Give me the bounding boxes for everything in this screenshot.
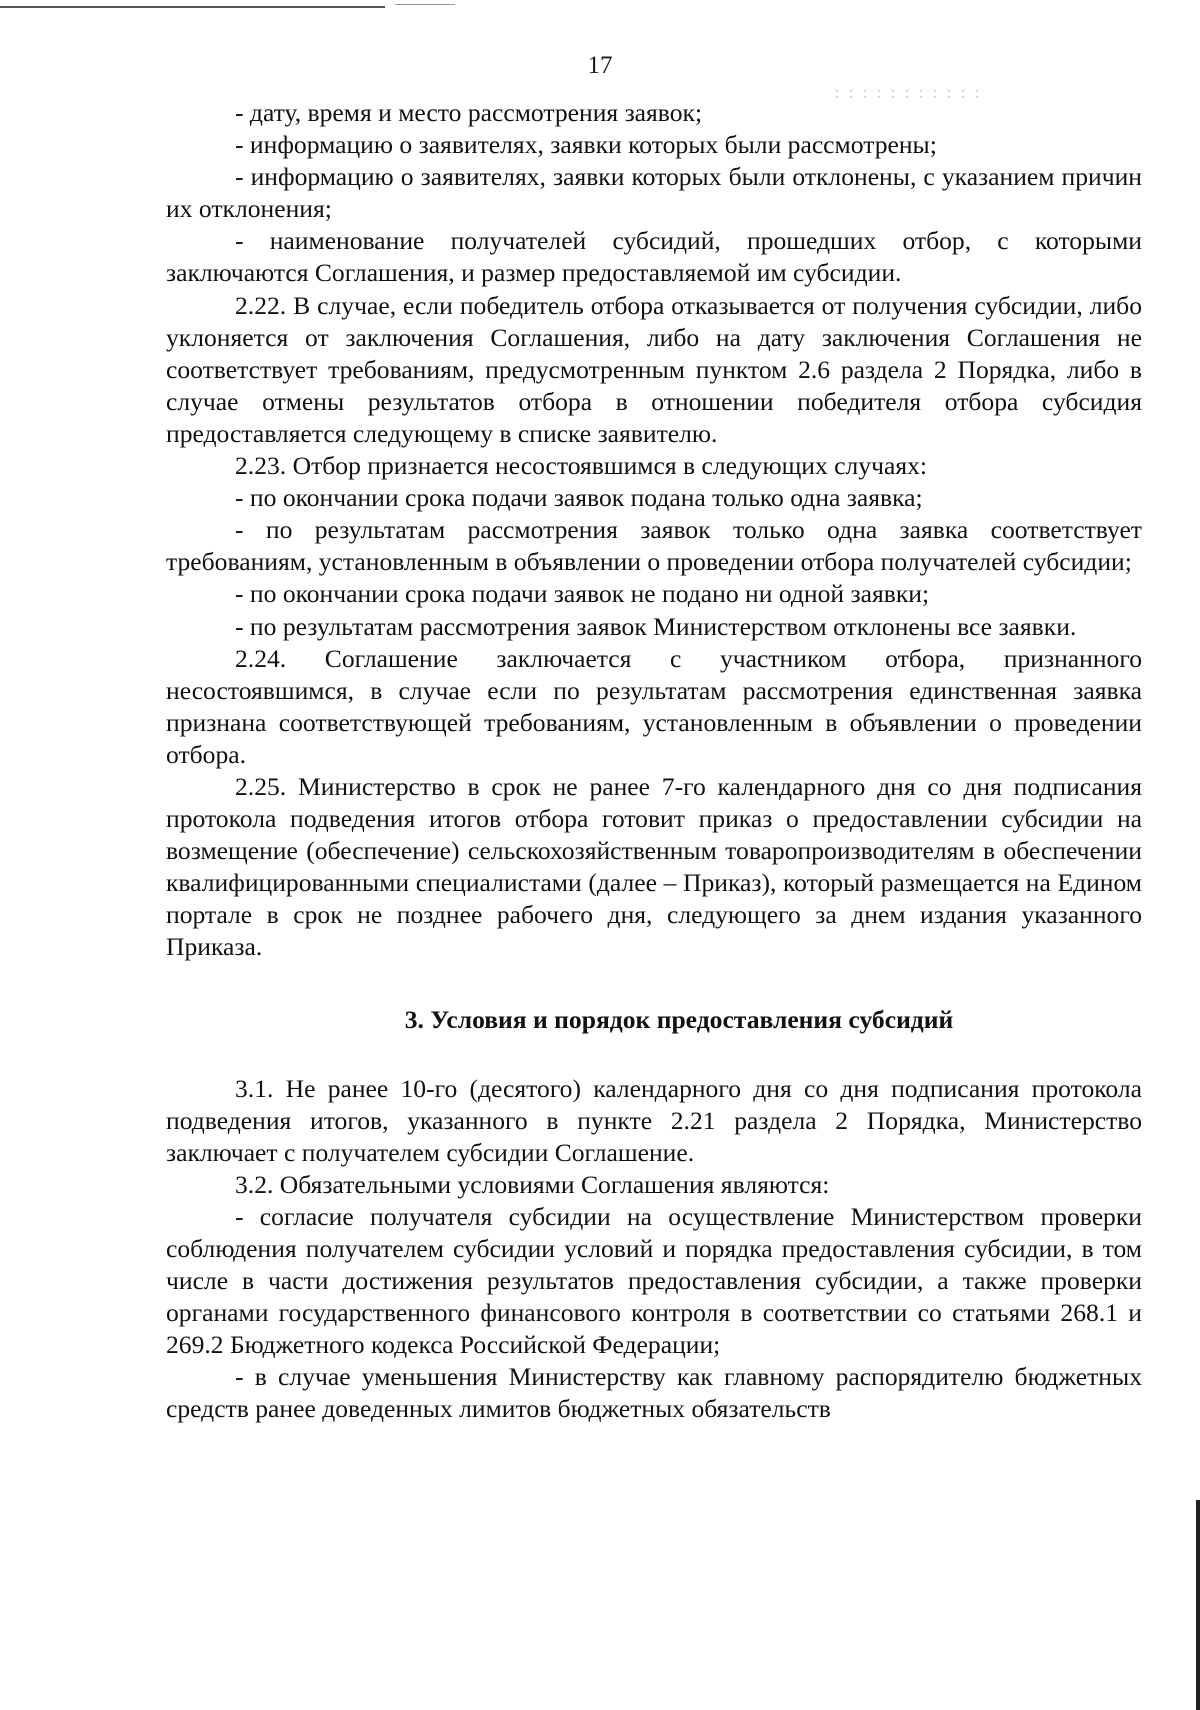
paragraph: - по результатам рассмотрения заявок Министерством отклонены все заявки. [235, 611, 1077, 641]
paragraph: - информацию о заявителях, заявки которых были отклонены, с указанием причин их отклонения; [166, 162, 1142, 224]
section-heading: 3. Условия и порядок предоставления субсидий [404, 1004, 954, 1034]
paragraph: - по результатам рассмотрения заявок только одна заявка соответствует требованиям, установленным в объявлении о проведении отбора получателей субсидии; [166, 515, 1142, 577]
paragraph: - информацию о заявителях, заявки которых были рассмотрены; [235, 130, 937, 160]
page-number: 17 [587, 52, 613, 79]
document-body [166, 97, 1142, 1426]
paragraph: - по окончании срока подачи заявок подана только одна заявка; [235, 483, 923, 513]
paragraph: 2.25. Министерство в срок не ранее 7-го календарного дня со дня подписания протокола подведения итогов отбора готовит приказ о предоставлении субсидии на возмещение (обеспечение) сельскохозяйственным товаропроизводителям в обеспечении квалифицированными специалистами (далее – Приказ), который размещается на Едином портале в срок не позднее рабочего дня, следующего за днем издания указанного Приказа. [166, 771, 1142, 962]
scan-artifact-top-line [0, 6, 385, 8]
paragraph: - дату, время и место рассмотрения заявок; [235, 98, 703, 127]
scan-artifact-right-edge [1196, 1500, 1200, 1710]
paragraph: 3.2. Обязательными условиями Соглашения являются: [235, 1169, 830, 1199]
paragraph: - по окончании срока подачи заявок не подано ни одной заявки; [235, 579, 930, 609]
paragraph: 2.24. Соглашение заключается с участником отбора, признанного несостоявшимся, в случае если по результатам рассмотрения единственная заявка признана соответствующей требованиям, установленным в объявлении о проведении отбора. [166, 643, 1142, 769]
paragraph: - согласие получателя субсидии на осуществление Министерством проверки соблюдения получателем субсидии условий и порядка предоставления субсидии, в том числе в части достижения результатов предоставления субсидии, а также проверки органами государственного финансового контроля в соответствии со статьями 268.1 и 269.2 Бюджетного кодекса Российской Федерации; [166, 1201, 1142, 1360]
scan-artifact-top-line-short [395, 4, 455, 5]
paragraph: 3.1. Не ранее 10-го (десятого) календарного дня со дня подписания протокола подведения итогов, указанного в пункте 2.21 раздела 2 Порядка, Министерство заключает с получателем субсидии Соглашение. [166, 1073, 1142, 1167]
paragraph: 2.23. Отбор признается несостоявшимся в следующих случаях: [235, 451, 928, 481]
paragraph: - наименование получателей субсидий, прошедших отбор, с которыми заключаются Соглашения, и размер предоставляемой им субсидии. [166, 226, 1142, 288]
paragraph: 2.22. В случае, если победитель отбора отказывается от получения субсидии, либо уклоняется от заключения Соглашения, либо на дату заключения Соглашения не соответствует требованиям, предусмотренным пунктом 2.6 раздела 2 Порядка, либо в случае отмены результатов отбора в отношении победителя отбора субсидия предоставляется следующему в списке заявителю. [166, 290, 1142, 448]
paragraph: - в случае уменьшения Министерству как главному распорядителю бюджетных средств ранее доведенных лимитов бюджетных обязательств [166, 1362, 1142, 1424]
